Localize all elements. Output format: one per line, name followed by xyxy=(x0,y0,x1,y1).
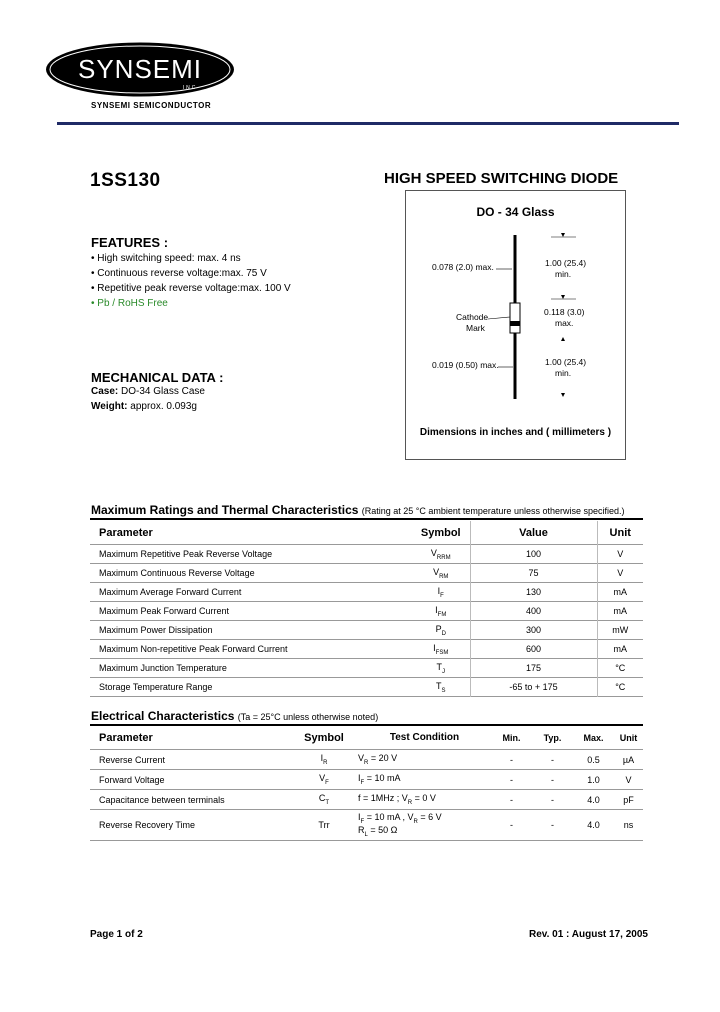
dim-lead-length-top-min: min. xyxy=(555,269,572,279)
col-header: Min. xyxy=(502,732,521,743)
param-cell: Maximum Junction Temperature xyxy=(99,663,227,673)
value-cell: 75 xyxy=(470,564,597,583)
symbol-main: C xyxy=(318,793,326,804)
typ-cell: - xyxy=(551,774,554,785)
min-cell: - xyxy=(510,754,513,765)
ratings-row xyxy=(90,640,643,659)
logo-subtitle: SYNSEMI SEMICONDUCTOR xyxy=(91,101,212,110)
unit-cell: °C xyxy=(615,663,626,673)
ratings-row xyxy=(90,564,643,583)
value-cell: 600 xyxy=(470,640,597,659)
ratings-note: (Rating at 25 °C ambient temperature unless otherwise specified.) xyxy=(361,506,625,516)
symbol-cell xyxy=(412,583,470,602)
symbol-main: I xyxy=(435,604,438,615)
condition-line xyxy=(358,825,491,838)
param-cell: Maximum Continuous Reverse Voltage xyxy=(99,568,255,578)
value-cell: 130 xyxy=(470,583,597,602)
col-header: Symbol xyxy=(412,521,470,545)
unit-cell: V xyxy=(617,549,624,559)
condition-cell xyxy=(358,810,491,841)
unit-cell: V xyxy=(617,568,624,578)
condition-cell xyxy=(358,770,491,790)
condition-line xyxy=(358,812,491,825)
symbol-subscript: D xyxy=(441,630,446,637)
mechanical-case xyxy=(91,386,205,397)
ratings-row xyxy=(90,659,643,678)
value-cell: -65 to + 175 xyxy=(470,678,597,697)
col-header: Max. xyxy=(583,732,604,743)
electrical-row xyxy=(90,770,643,790)
max-cell: 4.0 xyxy=(587,794,600,805)
feature-item: • Continuous reverse voltage:max. 75 V xyxy=(91,268,267,279)
cond-text: f = 1MHz ; V xyxy=(358,793,408,804)
col-header: Typ. xyxy=(543,732,562,743)
param-cell: Maximum Non-repetitive Peak Forward Current xyxy=(99,644,288,654)
param-cell: Maximum Average Forward Current xyxy=(99,587,242,597)
cond-subscript: F xyxy=(360,819,365,825)
ratings-row xyxy=(90,621,643,640)
electrical-table xyxy=(90,726,643,841)
value-cell: 400 xyxy=(470,602,597,621)
col-header: Unit xyxy=(619,732,638,743)
unit-cell: µA xyxy=(622,754,635,765)
symbol-main: T xyxy=(435,680,442,691)
dim-wire-diameter: 0.019 (0.50) max. xyxy=(432,360,499,370)
ratings-table xyxy=(90,521,643,697)
cond-text: = 50 Ω xyxy=(367,825,398,835)
dim-body-length-max: max. xyxy=(555,318,574,328)
electrical-row xyxy=(90,750,643,770)
max-cell: 1.0 xyxy=(587,774,600,785)
electrical-title xyxy=(91,709,378,723)
weight-value: approx. 0.093g xyxy=(130,401,197,412)
cond-text: I xyxy=(358,773,361,784)
case-value: DO-34 Glass Case xyxy=(121,386,205,397)
param-cell: Reverse Current xyxy=(99,754,166,765)
cond-subscript: R xyxy=(364,759,369,766)
electrical-row xyxy=(90,790,643,810)
cond-text: = 10 mA xyxy=(364,773,401,784)
symbol-subscript: R xyxy=(323,759,328,766)
param-cell: Capacitance between terminals xyxy=(99,794,225,805)
features-heading: FEATURES : xyxy=(91,235,169,250)
ratings-top-rule xyxy=(90,518,643,520)
electrical-title-text: Electrical Characteristics xyxy=(91,709,235,723)
value-cell: 175 xyxy=(470,659,597,678)
cond-subscript: F xyxy=(360,779,365,786)
ratings-row xyxy=(90,583,643,602)
mechanical-weight xyxy=(91,401,197,412)
cond-subscript: R xyxy=(407,799,413,806)
cond-text: I xyxy=(358,812,361,823)
part-number: 1SS130 xyxy=(90,170,161,191)
synsemi-logo xyxy=(45,42,235,97)
max-cell: 4.0 xyxy=(587,820,600,830)
dim-lead-length-bottom-min: min. xyxy=(555,368,572,378)
ratings-row xyxy=(90,545,643,564)
cathode-label-1: Cathode xyxy=(456,312,489,322)
param-cell: Maximum Peak Forward Current xyxy=(99,606,230,616)
symbol-cell xyxy=(412,545,470,564)
unit-cell: mW xyxy=(612,625,629,635)
feature-item: • High switching speed: max. 4 ns xyxy=(91,253,241,264)
min-cell: - xyxy=(510,794,513,805)
symbol-cell xyxy=(290,810,358,841)
footer-page: Page 1 of 2 xyxy=(90,929,143,940)
typ-cell: - xyxy=(551,794,554,805)
logo-inc-text: INC xyxy=(182,85,198,91)
symbol-cell xyxy=(290,770,358,790)
value-cell: 300 xyxy=(470,621,597,640)
param-cell: Forward Voltage xyxy=(99,774,165,785)
feature-item-rohs: • Pb / RoHS Free xyxy=(91,298,168,309)
symbol-cell xyxy=(412,640,470,659)
symbol-main: V xyxy=(319,773,326,784)
symbol-subscript: T xyxy=(325,799,330,806)
logo-brand-text: SYNSEMI xyxy=(77,54,203,84)
footer-revision: Rev. 01 : August 17, 2005 xyxy=(529,929,648,940)
unit-cell: °C xyxy=(615,682,626,692)
symbol-subscript: J xyxy=(442,668,445,675)
unit-cell: ns xyxy=(623,820,634,830)
symbol-cell xyxy=(290,790,358,810)
symbol-cell xyxy=(412,678,470,697)
cond-text: = 20 V xyxy=(368,753,398,764)
condition-line xyxy=(358,793,491,806)
symbol-subscript: F xyxy=(440,592,444,599)
symbol-cell xyxy=(412,621,470,640)
feature-item: • Repetitive peak reverse voltage:max. 100 V xyxy=(91,283,291,294)
dim-body-length: 0.118 (3.0) xyxy=(544,307,585,317)
package-caption: Dimensions in inches and ( millimeters ) xyxy=(419,427,612,438)
col-header: Test Condition xyxy=(389,732,460,743)
symbol-main: V xyxy=(433,566,440,577)
col-header: Parameter xyxy=(99,731,153,744)
symbol-subscript: F xyxy=(325,779,329,786)
cond-text: = 10 mA , V xyxy=(364,812,414,823)
package-drawing-box xyxy=(405,190,626,460)
unit-cell: V xyxy=(625,774,632,785)
symbol-main: V xyxy=(430,547,437,558)
ratings-row xyxy=(90,602,643,621)
package-title: DO - 34 Glass xyxy=(476,205,555,219)
typ-cell: - xyxy=(551,820,554,830)
cond-text: V xyxy=(358,753,365,764)
electrical-body xyxy=(90,750,643,841)
param-cell: Maximum Power Dissipation xyxy=(99,625,213,635)
col-header: Symbol xyxy=(304,731,344,744)
symbol-subscript: FM xyxy=(437,611,447,618)
ratings-body xyxy=(90,545,643,697)
dim-lead-length-bottom: 1.00 (25.4) xyxy=(545,357,587,367)
symbol-cell xyxy=(412,659,470,678)
max-cell: 0.5 xyxy=(587,754,600,765)
symbol-cell xyxy=(412,602,470,621)
symbol-main: I xyxy=(437,585,441,596)
symbol-main: I xyxy=(433,642,436,653)
diode-outline-drawing xyxy=(406,191,625,459)
param-cell: Reverse Recovery Time xyxy=(99,820,196,830)
symbol-subscript: FSM xyxy=(435,649,449,656)
case-label: Case: xyxy=(91,386,119,397)
unit-cell: mA xyxy=(613,606,627,616)
unit-cell: mA xyxy=(613,587,627,597)
device-title: HIGH SPEED SWITCHING DIODE xyxy=(384,170,619,187)
col-header: Value xyxy=(470,521,597,545)
ratings-header-row xyxy=(90,521,643,545)
mechanical-heading: MECHANICAL DATA : xyxy=(91,370,224,385)
cond-text: R xyxy=(358,825,365,835)
condition-cell xyxy=(358,750,491,770)
header-rule xyxy=(57,122,679,125)
symbol-main: P xyxy=(435,623,442,634)
cond-text: = 6 V xyxy=(417,812,442,823)
param-cell: Maximum Repetitive Peak Reverse Voltage xyxy=(99,549,273,559)
dim-lead-length-top: 1.00 (25.4) xyxy=(545,258,587,268)
value-cell: 100 xyxy=(470,545,597,564)
cathode-label-2: Mark xyxy=(466,323,485,333)
min-cell: - xyxy=(510,774,513,785)
param-cell: Storage Temperature Range xyxy=(99,682,213,692)
weight-label: Weight: xyxy=(91,401,128,412)
min-cell: - xyxy=(510,820,513,830)
symbol-subscript: RM xyxy=(439,573,449,580)
symbol-subscript: S xyxy=(441,687,446,694)
symbol-cell xyxy=(412,564,470,583)
symbol-main: T xyxy=(436,661,442,672)
cond-text: = 0 V xyxy=(412,793,436,804)
condition-cell xyxy=(358,790,491,810)
unit-cell: pF xyxy=(623,794,634,805)
typ-cell: - xyxy=(551,754,554,765)
cond-subscript: L xyxy=(364,831,368,838)
electrical-note: (Ta = 25°C unless otherwise noted) xyxy=(237,712,379,722)
symbol-main: Trr xyxy=(318,820,330,830)
symbol-cell xyxy=(290,750,358,770)
symbol-main: I xyxy=(320,753,324,764)
cond-subscript: R xyxy=(413,819,418,825)
col-header: Parameter xyxy=(99,526,153,539)
dim-lead-diameter-max: 0.078 (2.0) max. xyxy=(432,262,494,272)
condition-line xyxy=(358,773,491,786)
ratings-row xyxy=(90,678,643,697)
condition-line xyxy=(358,753,491,766)
ratings-title xyxy=(91,503,625,517)
symbol-subscript: RRM xyxy=(436,554,451,561)
electrical-header-row xyxy=(90,726,643,750)
electrical-row xyxy=(90,810,643,841)
ratings-title-text: Maximum Ratings and Thermal Characteristics xyxy=(91,503,359,517)
col-header: Unit xyxy=(609,526,631,539)
unit-cell: mA xyxy=(613,644,627,654)
